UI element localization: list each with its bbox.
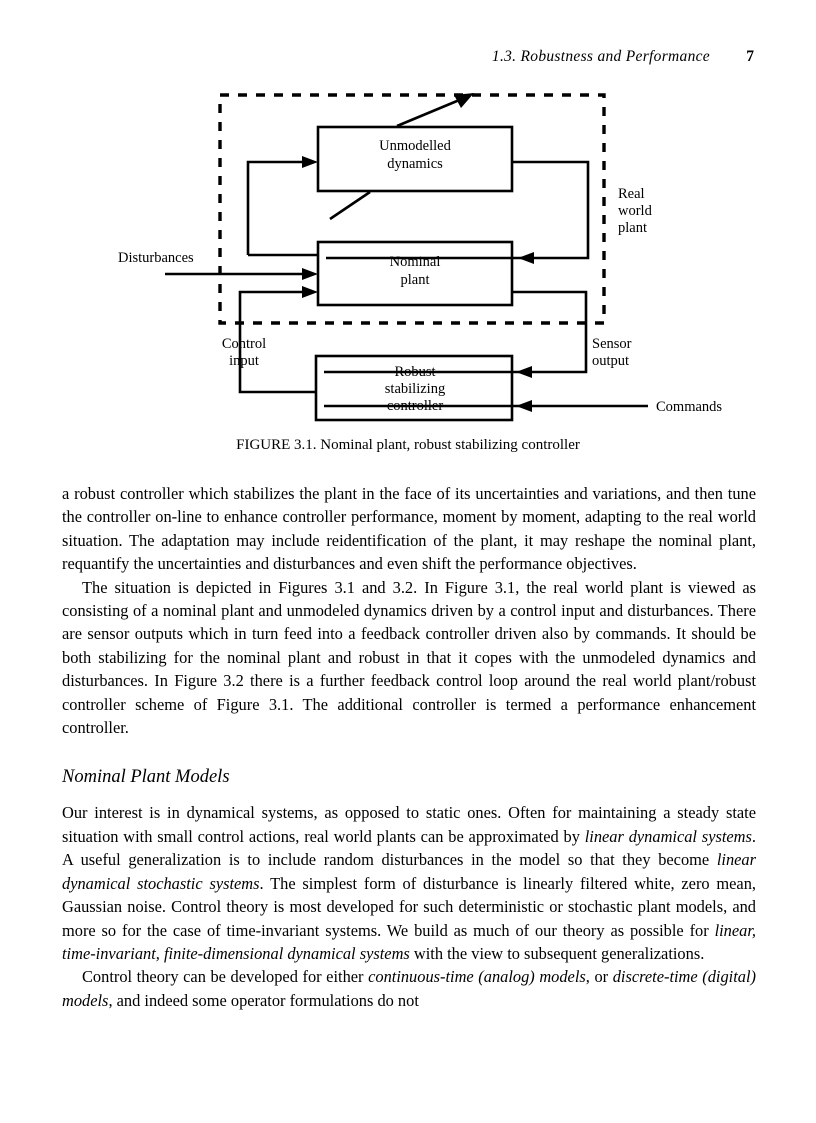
block-unmodelled-dynamics-line1: Unmodelled bbox=[379, 138, 451, 154]
label-sensor-output-line2: output bbox=[592, 353, 630, 369]
arrowhead-sensor-output bbox=[516, 366, 532, 378]
paragraph-1-text: a robust controller which stabilizes the plant in the face of its uncertainties and variations, and then tune the controller on-line to enhance controller performance, moment by moment, adapting to the real world situation. The adaptation may include reidentification of the plant, it may reshape the nominal plant, requantify the uncertainties and disturbances and even shift the performance objectives. bbox=[62, 484, 756, 574]
paragraph-4-segment-3: , and indeed some operator formulations do not bbox=[108, 990, 419, 1010]
paragraph-4 bbox=[62, 965, 756, 1012]
paragraph-3-italic-1: linear dynamical systems bbox=[584, 826, 752, 846]
body-text bbox=[62, 482, 756, 1012]
label-commands: Commands bbox=[656, 399, 723, 415]
label-sensor-output-line1: Sensor bbox=[592, 336, 632, 352]
block-unmodelled-dynamics-line2: dynamics bbox=[387, 156, 443, 172]
figure-caption: FIGURE 3.1. Nominal plant, robust stabilizing controller bbox=[236, 437, 580, 453]
arrowhead-nominal-from-unmodelled bbox=[518, 252, 534, 264]
label-disturbances: Disturbances bbox=[118, 250, 194, 266]
label-control-input-line1: Control bbox=[221, 336, 267, 352]
paragraph-3-segment-1: Our interest is in dynamical systems, as opposed to static ones. Often for maintaining a steady state situation with small control actions, real world plants can be approximated by bbox=[62, 803, 756, 846]
block-nominal-plant-line1: Nominal bbox=[389, 254, 441, 270]
section-heading: Nominal Plant Models bbox=[62, 767, 230, 788]
paragraph-3-italic-3: linear, time-invariant, finite-dimensional dynamical systems bbox=[62, 920, 756, 963]
paragraph-4-segment-2: , or bbox=[585, 967, 613, 987]
arrowhead-unmodelled-input bbox=[302, 156, 318, 168]
page-number: 7 bbox=[746, 48, 754, 65]
paragraph-2 bbox=[62, 576, 756, 740]
label-real-world-plant-line2: world bbox=[618, 203, 652, 219]
arrowhead-commands bbox=[516, 400, 532, 412]
label-real-world-plant-line1: Real bbox=[618, 186, 645, 202]
uncertainty-arrow-head bbox=[454, 93, 474, 108]
paragraph-3-italic-2: linear dynamical stochastic systems bbox=[62, 850, 756, 893]
paragraph-4-italic-2: discrete-time (digital) models bbox=[62, 967, 756, 1010]
arrowhead-disturbances bbox=[302, 268, 318, 280]
paragraph-1 bbox=[62, 482, 756, 576]
paragraph-3 bbox=[62, 801, 756, 965]
running-head-title: 1.3. Robustness and Performance bbox=[491, 48, 710, 65]
block-diagram bbox=[62, 82, 754, 432]
label-control-input-line2: input bbox=[229, 353, 259, 369]
paragraph-3-segment-2: . A useful generalization is to include random disturbances in the model so that they become bbox=[62, 826, 756, 870]
label-real-world-plant-line3: plant bbox=[618, 220, 647, 236]
block-robust-controller-line3: controller bbox=[386, 398, 444, 414]
uncertainty-tick bbox=[330, 192, 370, 219]
paragraph-4-segment-1: Control theory can be developed for either bbox=[82, 967, 369, 987]
block-robust-controller-line1: Robust bbox=[394, 364, 436, 380]
arrowhead-control-input bbox=[302, 286, 318, 298]
paragraph-3-segment-4: with the view to subsequent generalizations. bbox=[409, 943, 705, 963]
running-head bbox=[62, 48, 754, 70]
block-nominal-plant-line2: plant bbox=[400, 272, 430, 288]
wire-to-unmodelled-dynamics bbox=[248, 162, 310, 255]
figure-3-1 bbox=[62, 82, 754, 470]
paragraph-3-segment-3: . The simplest form of disturbance is linearly filtered white, zero mean, Gaussian noise. Control theory is most developed for such deterministic or stochastic plant models, and more so for the case of time-invariant systems. We build as much of our theory as possible for bbox=[62, 873, 757, 940]
paragraph-2-text: The situation is depicted in Figures 3.1 and 3.2. In Figure 3.1, the real world plant is viewed as consisting of a nominal plant and unmodeled dynamics driven by a control input and disturbances. There are sensor outputs which in turn feed into a feedback controller driven also by commands. It should be both stabilizing for the nominal plant and robust in that it copes with the unmodeled dynamics and disturbances. In Figure 3.2 there is a further feedback control loop around the real world plant/robust controller scheme of Figure 3.1. The additional controller is termed a performance enhancement controller. bbox=[62, 577, 756, 738]
block-robust-controller-line2: stabilizing bbox=[384, 381, 446, 397]
paragraph-4-italic-1: continuous-time (analog) models bbox=[368, 967, 586, 987]
